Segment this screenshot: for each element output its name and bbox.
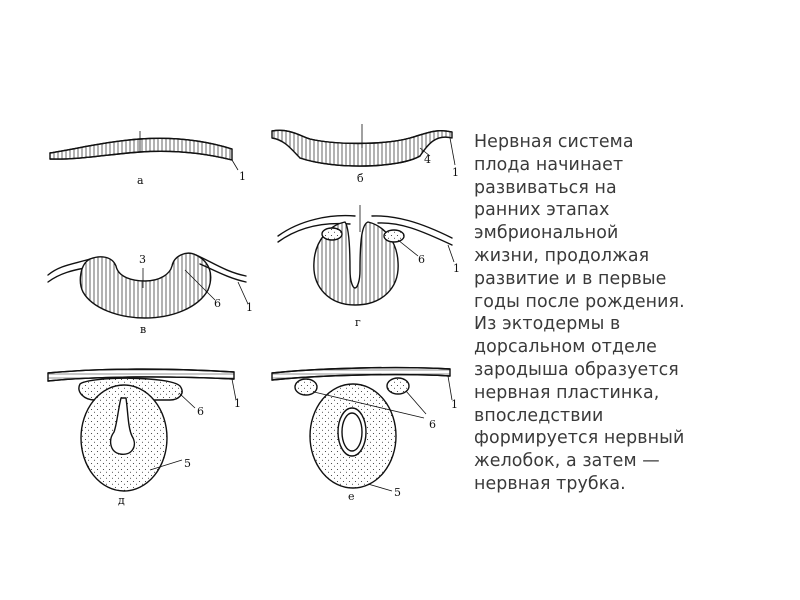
panel-b-label-4: 4 (424, 153, 431, 166)
panel-f-drawing (272, 368, 452, 491)
panel-f-label-1: 1 (451, 398, 458, 411)
panel-a-drawing (50, 131, 238, 170)
panel-b-letter: б (357, 172, 364, 185)
panel-b-label-1: 1 (452, 166, 459, 179)
panel-e-label-6: 6 (197, 405, 204, 418)
panel-e (48, 369, 241, 507)
panel-e-label-1: 1 (234, 397, 241, 410)
panel-e-letter: д (118, 494, 125, 507)
panel-d-drawing (278, 205, 454, 305)
panel-c-label-6: 6 (214, 297, 221, 310)
panel-a (50, 131, 246, 187)
panel-e-drawing (48, 369, 236, 491)
panel-c-letter: в (140, 323, 147, 336)
panel-a-letter: а (137, 174, 144, 187)
panel-d-label-1: 1 (453, 262, 460, 275)
panel-c-label-3: 3 (139, 253, 146, 266)
panel-d-letter: г (355, 316, 361, 329)
panel-d-label-6: 6 (418, 253, 425, 266)
panel-f-label-6: 6 (429, 418, 436, 431)
panel-f (272, 368, 458, 503)
panel-b (272, 124, 459, 185)
panel-c-label-1: 1 (246, 301, 253, 314)
panel-e-label-5: 5 (184, 457, 191, 470)
panel-a-label-1: 1 (239, 170, 246, 183)
panel-c (48, 253, 253, 336)
panel-f-label-5: 5 (394, 486, 401, 499)
description-text: Нервная система плода начинает развиваться на ранних этапах эмбриональной жизни, продолжая развитие и в первые годы после рождения. Из эктодермы в дорсальном отделе зародыша образуется нервная пластинка, впоследствии формируется нервный желобок, а затем — нервная трубка. (474, 132, 685, 494)
panel-d (278, 205, 460, 329)
panel-f-letter: е (348, 490, 355, 503)
